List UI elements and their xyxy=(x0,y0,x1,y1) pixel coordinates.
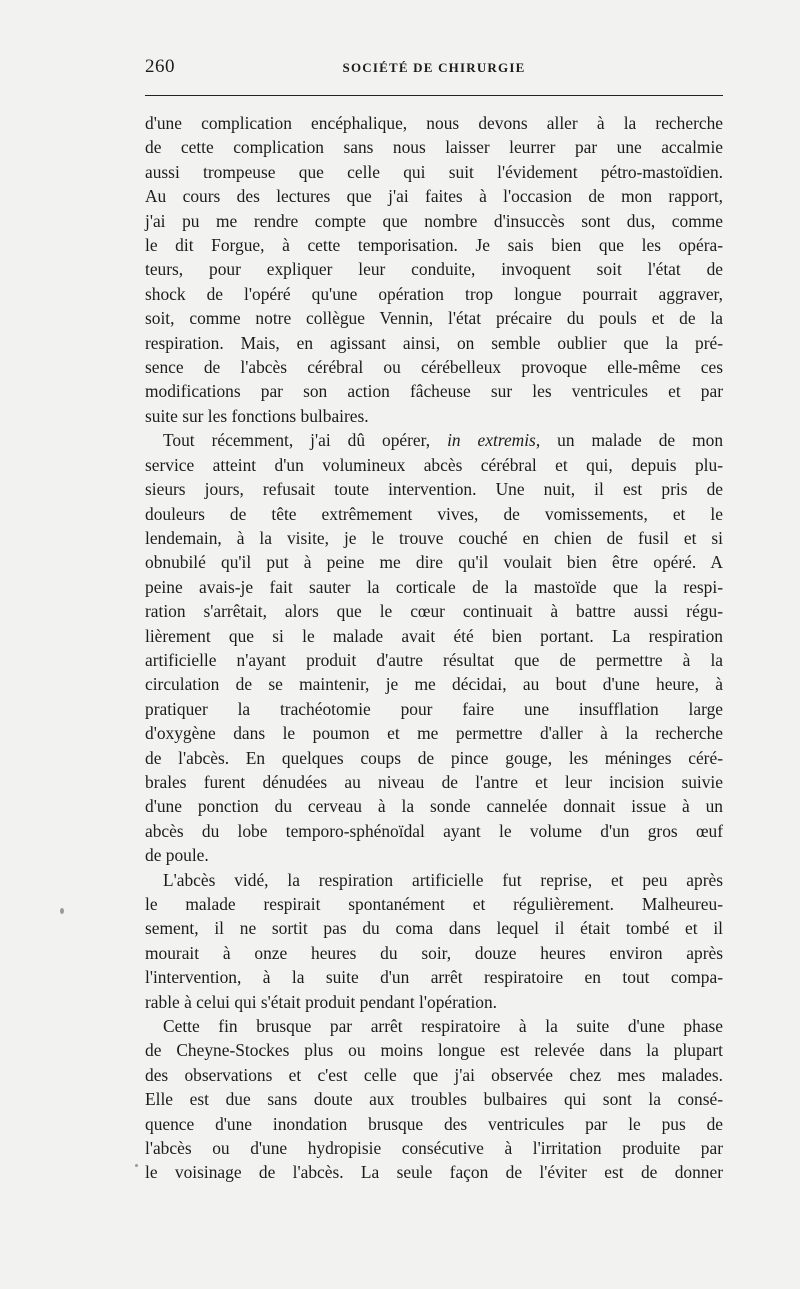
running-title: SOCIÉTÉ DE CHIRURGIE xyxy=(342,60,526,75)
paragraph-4 xyxy=(145,1014,723,1185)
text-line: de l'abcès. En quelques coups de pince gouge, les méninges céré- xyxy=(145,747,723,768)
text-line: Cette fin brusque par arrêt respiratoire à la suite d'une phase xyxy=(163,1016,723,1037)
text-line: respiration. Mais, en agissant ainsi, on semble oublier que la pré- xyxy=(145,332,723,353)
text-line: d'oxygène dans le poumon et me permettre d'aller à la recherche xyxy=(145,723,723,744)
text-line: sement, il ne sortit pas du coma dans lequel il était tombé et il xyxy=(145,918,723,939)
text-line: aussi trompeuse que celle qui suit l'évidement pétro-mastoïdien. xyxy=(145,161,723,182)
text-line: modifications par son action fâcheuse sur les ventricules et par xyxy=(145,381,723,402)
text-line: de Cheyne-Stockes plus ou moins longue est relevée dans la plupart xyxy=(145,1040,723,1061)
text-line: des observations et c'est celle que j'ai observée chez mes malades. xyxy=(145,1064,723,1085)
text-line: lièrement que si le malade avait été bien portant. La respiration xyxy=(145,625,723,646)
running-head xyxy=(145,56,723,80)
text-line: abcès du lobe temporo-sphénoïdal ayant le volume d'un gros œuf xyxy=(145,820,723,841)
text-line: le malade respirait spontanément et régulièrement. Malheureu- xyxy=(145,894,723,914)
text-line-with-italic xyxy=(145,428,723,452)
text-line: d'une complication encéphalique, nous devons aller à la recherche xyxy=(145,113,723,133)
text-line: de cette complication sans nous laisser leurrer par une accalmie xyxy=(145,137,723,158)
paragraph-2 xyxy=(145,428,723,867)
body-text xyxy=(145,111,723,1185)
text-line: service atteint d'un volumineux abcès cérébral et qui, depuis plu- xyxy=(145,454,723,475)
text-line: j'ai pu me rendre compte que nombre d'insuccès sont dus, comme xyxy=(145,210,723,231)
text-line: sence de l'abcès cérébral ou cérébelleux provoque elle-même ces xyxy=(145,357,723,378)
text-line: l'intervention, à la suite d'un arrêt respiratoire en tout compa- xyxy=(145,967,723,988)
text-line: peine avais-je fait sauter la corticale de la mastoïde que la respi- xyxy=(145,576,723,597)
text-line: rable à celui qui s'était produit pendant l'opération. xyxy=(145,991,498,1012)
text-line: Elle est due sans doute aux troubles bulbaires qui sont la consé- xyxy=(145,1089,723,1110)
text-line: artificielle n'ayant produit d'autre résultat que de permettre à la xyxy=(145,649,723,670)
italic-phrase: in extremis xyxy=(447,430,536,451)
text-line: shock de l'opéré qu'une opération trop longue pourrait aggraver, xyxy=(145,283,723,304)
text-line: de poule. xyxy=(145,845,209,866)
text-line: le dit Forgue, à cette temporisation. Je sais bien que les opéra- xyxy=(145,235,723,256)
text-line: ration s'arrêtait, alors que le cœur continuait à battre aussi régu- xyxy=(145,601,723,622)
page-number: 260 xyxy=(145,56,175,77)
text-line: d'une ponction du cerveau à la sonde cannelée donnait issue à un xyxy=(145,796,723,817)
text-run: Tout récemment, j'ai dû opérer, xyxy=(163,430,448,451)
text-line: Au cours des lectures que j'ai faites à l'occasion de mon rapport, xyxy=(145,186,723,207)
text-line: l'abcès ou d'une hydropisie consécutive à l'irritation produite par xyxy=(145,1138,723,1159)
text-line: L'abcès vidé, la respiration artificielle fut reprise, et peu après xyxy=(163,869,723,890)
text-line: mourait à onze heures du soir, douze heures environ après xyxy=(145,942,723,963)
text-line: obnubilé qu'il put à peine me dire qu'il voulait bien être opéré. A xyxy=(145,552,723,573)
paragraph-1 xyxy=(145,111,723,428)
text-line: soit, comme notre collègue Vennin, l'état précaire du pouls et de la xyxy=(145,308,723,329)
paragraph-3 xyxy=(145,868,723,1014)
ink-speck xyxy=(60,908,64,914)
text-line: brales furent dénudées au niveau de l'antre et leur incision suivie xyxy=(145,771,723,792)
text-line: sieurs jours, refusait toute intervention. Une nuit, il est pris de xyxy=(145,479,723,500)
text-line: lendemain, à la visite, je le trouve couché en chien de fusil et si xyxy=(145,527,723,548)
text-line: le voisinage de l'abcès. La seule façon de l'éviter est de donner xyxy=(145,1162,723,1183)
text-line: douleurs de tête extrêmement vives, de vomissements, et le xyxy=(145,503,723,524)
header-rule xyxy=(145,95,723,96)
text-line: teurs, pour expliquer leur conduite, invoquent soit l'état de xyxy=(145,259,723,280)
text-line: quence d'une inondation brusque des ventricules par le pus de xyxy=(145,1113,723,1134)
ink-speck xyxy=(135,1164,138,1167)
text-line: circulation de se maintenir, je me décidai, au bout d'une heure, à xyxy=(145,674,723,695)
text-line: pratiquer la trachéotomie pour faire une insufflation large xyxy=(145,698,723,719)
text-line: suite sur les fonctions bulbaires. xyxy=(145,405,369,426)
text-run: , un malade de mon xyxy=(535,430,724,451)
